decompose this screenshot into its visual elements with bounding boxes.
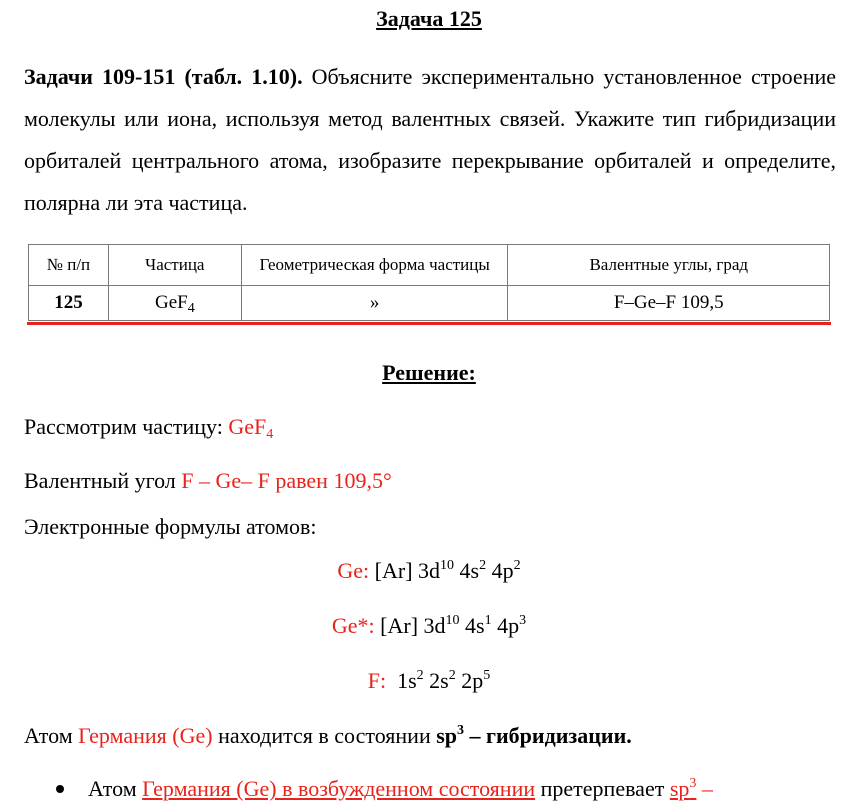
- solution-heading: Решение:: [382, 360, 476, 385]
- formula-f: F: $1s^2$ $2s^2$ $2p^5$: [367, 668, 491, 693]
- header-shape: Геометрическая форма частицы: [241, 245, 508, 286]
- table-row: [29, 286, 830, 321]
- page-title: Задача 125: [376, 6, 482, 31]
- row-num: 125: [29, 286, 109, 321]
- row-angles: F–Ge–F 109,5: [508, 286, 830, 321]
- task-text: Объясните экспериментально установленное строение молекулы или иона, используя метод валентных связей. Укажите тип гибридизации орбиталей центрального атома, изобразите перекрывание орбиталей и определите, полярна ли эта частица.: [24, 64, 837, 215]
- bullet-dot: [56, 785, 64, 793]
- red-underline: [27, 322, 831, 325]
- header-particle: Частица: [108, 245, 241, 286]
- table-header-row: [29, 245, 830, 286]
- electron-heading: Электронные формулы атомов:: [24, 514, 317, 539]
- formula-ge: Ge: [Ar] $3d^{10}$ $4s^2$ $4p^2$: [337, 558, 521, 583]
- header-num: № п/п: [29, 245, 109, 286]
- hybridization-line: Атом Германия (Ge) находится в состоянии $sp^3$ – гибридизации.: [24, 723, 632, 748]
- row-particle: GeF$_4$: [108, 286, 241, 321]
- task-label: Задачи 109-151 (табл. 1.10).: [24, 64, 303, 89]
- header-angles: Валентные углы, град: [508, 245, 830, 286]
- consider-line: Рассмотрим частицу: GeF$_4$: [24, 414, 274, 442]
- row-shape: »: [241, 286, 508, 321]
- task-statement: [24, 56, 836, 224]
- task-table: [28, 244, 830, 321]
- bullet-item: Атом Германия (Ge) в возбужденном состоянии претерпевает $sp^3$ –: [88, 776, 713, 801]
- formula-ge-excited: Ge*: [Ar] $3d^{10}$ $4s^1$ $4p^3$: [331, 613, 527, 638]
- angle-line: Валентный угол F – Ge– F равен 109,5°: [24, 468, 392, 493]
